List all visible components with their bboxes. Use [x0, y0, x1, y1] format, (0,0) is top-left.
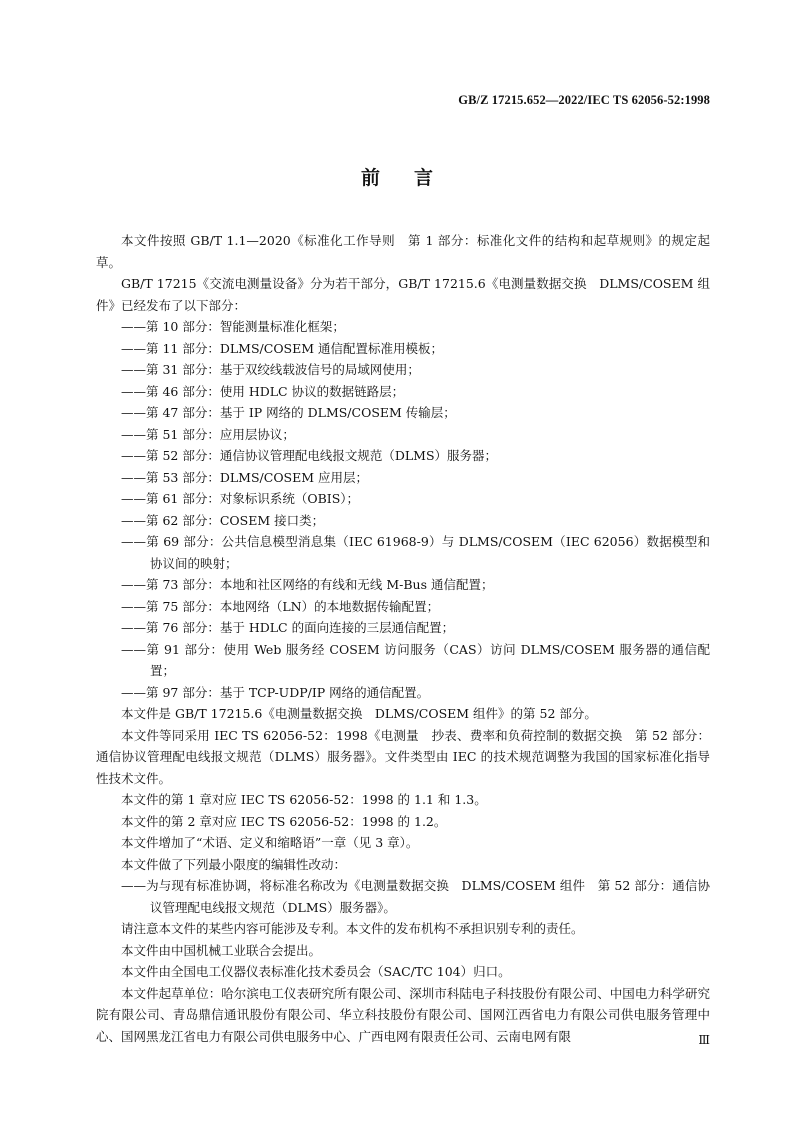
list-item: ——第 31 部分：基于双绞线载波信号的局域网使用； — [121, 362, 420, 377]
paragraph: 本文件做了下列最小限度的编辑性改动： — [121, 856, 347, 872]
list-item: ——第 46 部分：使用 HDLC 协议的数据链路层； — [121, 383, 405, 399]
paragraph: 本文件增加了“术语、定义和缩略语”一章（见 3 章）。 — [121, 835, 419, 850]
paragraph: 本文件等同采用 IEC TS 62056-52：1998《电测量 抄表、费率和负荷控制的数据交换 第 52 部分：通信协议管理配电线报文规范（DLMS）服务器》。文件类型由 IEC 的技术规范调整为我国的国家标准化指导性技术文件。 — [96, 727, 710, 786]
list-item: ——第 75 部分：本地网络（LN）的本地数据传输配置； — [121, 598, 440, 614]
standard-code-header: GB/Z 17215.652—2022/IEC TS 62056-52:1998 — [458, 93, 710, 107]
page-title: 前言 — [360, 167, 467, 189]
list-item: ——第 69 部分：公共信息模型消息集（IEC 61968-9）与 DLMS/COSEM（IEC 62056）数据模型和协议间的映射； — [121, 534, 710, 571]
list-item: ——第 97 部分：基于 TCP-UDP/IP 网络的通信配置。 — [121, 684, 430, 700]
list-item: ——第 61 部分：对象标识系统（OBIS）； — [121, 491, 360, 506]
paragraph: 本文件的第 1 章对应 IEC TS 62056-52：1998 的 1.1 和 1.3。 — [121, 792, 487, 807]
list-item: ——第 62 部分：COSEM 接口类； — [121, 512, 325, 528]
paragraph: 本文件按照 GB/T 1.1—2020《标准化工作导则 第 1 部分：标准化文件的结构和起草规则》的规定起草。 — [96, 233, 710, 270]
paragraph: GB/T 17215《交流电测量设备》分为若干部分，GB/T 17215.6《电测量数据交换 DLMS/COSEM 组件》已经发布了以下部分： — [96, 276, 710, 313]
list-item: ——第 10 部分：智能测量标准化框架； — [121, 319, 345, 334]
list-item: ——第 91 部分：使用 Web 服务经 COSEM 访问服务（CAS）访问 DLMS/COSEM 服务器的通信配置； — [121, 641, 710, 678]
paragraph: 本文件由中国机械工业联合会提出。 — [121, 942, 322, 958]
paragraph: 本文件的第 2 章对应 IEC TS 62056-52：1998 的 1.2。 — [121, 813, 447, 829]
paragraph: 本文件由全国电工仪器仪表标准化技术委员会（SAC/TC 104）归口。 — [121, 964, 511, 979]
list-item: ——第 73 部分：本地和社区网络的有线和无线 M-Bus 通信配置； — [121, 577, 494, 592]
list-item: ——第 11 部分：DLMS/COSEM 通信配置标准用模板； — [121, 340, 444, 356]
list-item: ——第 52 部分：通信协议管理配电线报文规范（DLMS）服务器； — [121, 448, 498, 463]
list-item: ——为与现有标准协调，将标准名称改为《电测量数据交换 DLMS/COSEM 组件 第 52 部分：通信协议管理配电线报文规范（DLMS）服务器》。 — [121, 878, 710, 915]
paragraph: 本文件起草单位：哈尔滨电工仪表研究所有限公司、深圳市科陆电子科技股份有限公司、中国电力科学研究院有限公司、青岛鼎信通讯股份有限公司、华立科技股份有限公司、国网江西省电力有限公司供电服务管理中心、国网黑龙江省电力有限公司供电服务中心、广西电网有限责任公司、云南电网有限 — [96, 985, 710, 1044]
list-item: ——第 51 部分：应用层协议； — [121, 426, 295, 442]
list-item: ——第 53 部分：DLMS/COSEM 应用层； — [121, 469, 369, 485]
page-number: Ⅲ — [698, 1033, 710, 1047]
paragraph: 本文件是 GB/T 17215.6《电测量数据交换 DLMS/COSEM 组件》的第 52 部分。 — [121, 706, 597, 721]
list-item: ——第 76 部分：基于 HDLC 的面向连接的三层通信配置； — [121, 620, 455, 635]
list-item: ——第 47 部分：基于 IP 网络的 DLMS/COSEM 传输层； — [121, 405, 456, 420]
foreword-body — [96, 230, 710, 1047]
paragraph: 请注意本文件的某些内容可能涉及专利。本文件的发布机构不承担识别专利的责任。 — [121, 921, 584, 936]
